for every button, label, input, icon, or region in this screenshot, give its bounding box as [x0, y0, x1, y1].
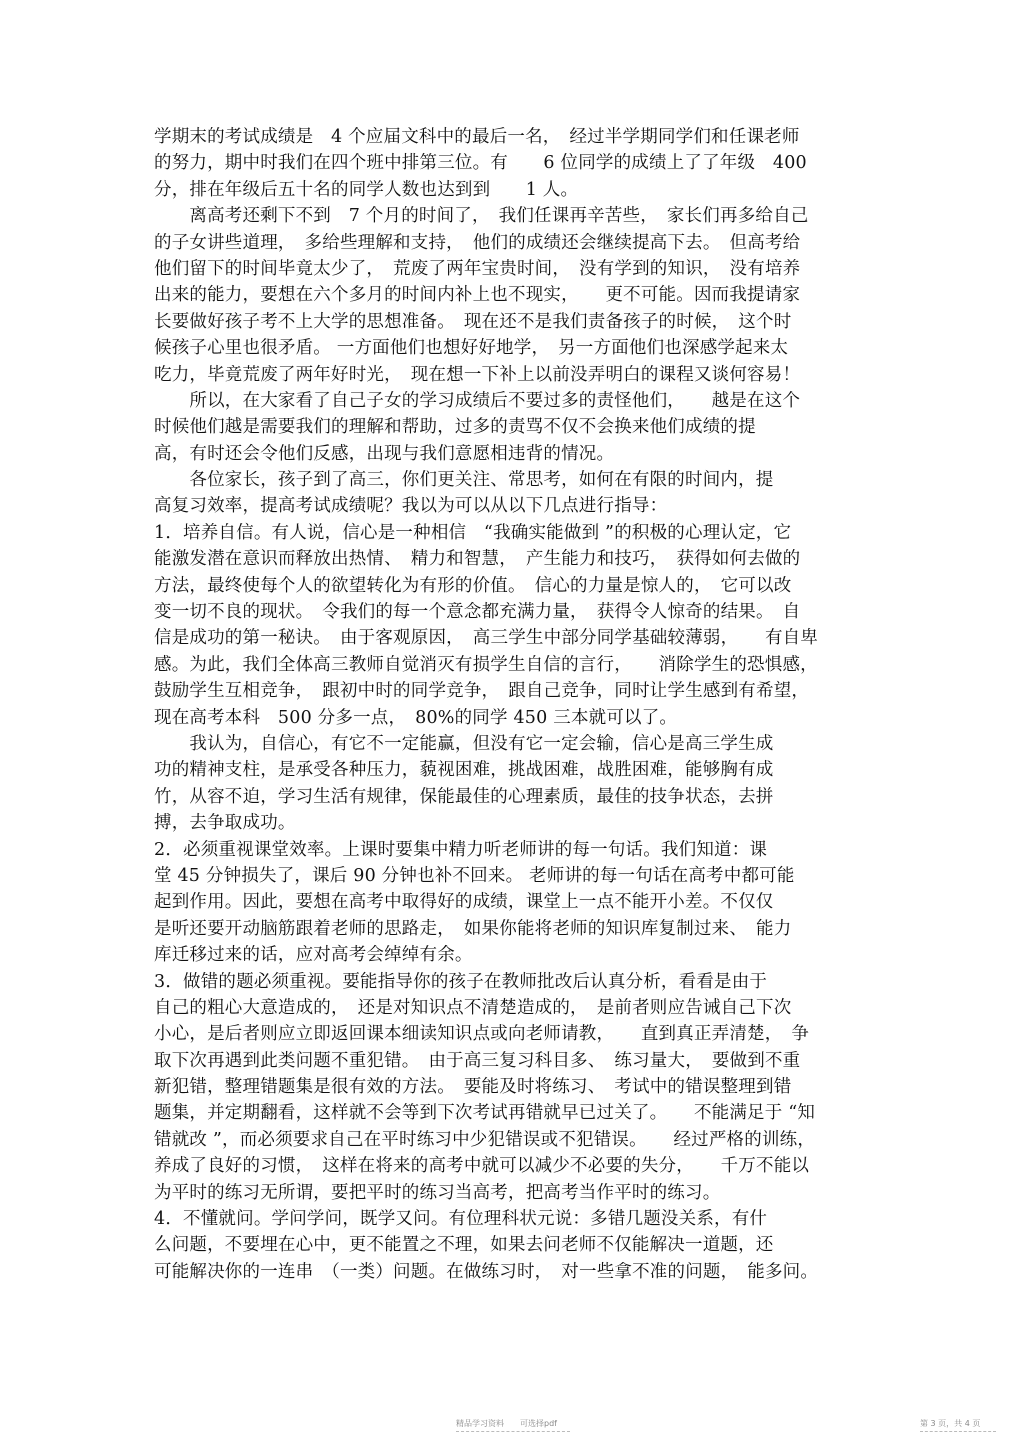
text-line: 各位家长，孩子到了高三，你们更关注、常思考，如何在有限的时间内，提 [154, 470, 774, 491]
text-line: 取下次再遇到此类问题不重犯错。 由于高三复习科目多、 练习量大， 要做到不重 [154, 1050, 801, 1071]
text-line: 离高考还剩下不到 7 个月的时间了， 我们任课再辛苦些， 家长们再多给自己 [154, 206, 809, 227]
text-line: 方法，最终使每个人的欲望转化为有形的价值。 信心的力量是惊人的， 它可以改 [154, 575, 792, 596]
text-line: 2．必须重视课堂效率。上课时要集中精力听老师讲的每一句话。我们知道：课 [154, 839, 768, 860]
text-line: 搏，去争取成功。 [154, 813, 296, 834]
text-line: 我认为，自信心，有它不一定能赢，但没有它一定会输，信心是高三学生成 [154, 733, 774, 754]
text-line: 堂 45 分钟损失了，课后 90 分钟也补不回来。 老师讲的每一句话在高考中都可能 [154, 865, 795, 886]
text-line: 学期末的考试成绩是 4 个应届文科中的最后一名， 经过半学期同学们和任课老师 [154, 127, 800, 147]
text-line: 养成了良好的习惯， 这样在将来的高考中就可以减少不必要的失分， 千万不能以 [154, 1156, 810, 1177]
text-line: 感。为此，我们全体高三教师自觉消灭有损学生自信的言行， 消除学生的恐惧感， [154, 654, 818, 675]
text-line: 鼓励学生互相竞争， 跟初中时的同学竞争， 跟自己竞争，同时让学生感到有希望， [154, 681, 810, 702]
text-line: 高复习效率，提高考试成绩呢？我以为可以从以下几点进行指导： [154, 496, 668, 517]
text-line: 起到作用。因此，要想在高考中取得好的成绩，课堂上一点不能开小差。不仅仅 [154, 892, 774, 913]
page-number: 第 3 页，共 4 页 [920, 1419, 981, 1428]
text-line: 自己的粗心大意造成的， 还是对知识点不清楚造成的， 是前者则应告诫自己下次 [154, 997, 792, 1018]
footer-divider [456, 1431, 570, 1432]
text-line: 现在高考本科 500 分多一点， 80%的同学 450 三本就可以了。 [154, 707, 678, 728]
text-line: 他们留下的时间毕竟太少了， 荒废了两年宝贵时间， 没有学到的知识， 没有培养 [154, 258, 801, 279]
text-line: 么问题，不要埋在心中，更不能置之不理，如果去问老师不仅能解决一道题，还 [154, 1235, 774, 1256]
footer-divider [920, 1431, 996, 1432]
text-line: 可能解决你的一连串 （一类）问题。在做练习时， 对一些拿不准的问题， 能多问。 [154, 1261, 819, 1282]
text-line: 功的精神支柱，是承受各种压力，藐视困难，挑战困难，战胜困难，能够胸有成 [154, 760, 774, 781]
text-line: 变一切不良的现状。 令我们的每一个意念都充满力量， 获得令人惊奇的结果。 自 [154, 602, 801, 623]
text-line: 长要做好孩子考不上大学的思想准备。 现在还不是我们责备孩子的时候， 这个时 [154, 311, 792, 332]
text-line: 4．不懂就问。学问学问，既学又问。有位理科状元说：多错几题没关系，有什 [154, 1209, 768, 1230]
text-line: 竹，从容不迫，学习生活有规律，保能最佳的心理素质，最佳的技争状态，去拼 [154, 786, 774, 807]
text-line: 时候他们越是需要我们的理解和帮助，过多的责骂不仅不会换来他们成绩的提 [154, 417, 756, 438]
footer-source-label: 精品学习资料 可选择pdf [456, 1419, 557, 1428]
text-line: 吃力，毕竟荒废了两年好时光， 现在想一下补上以前没弄明白的课程又谈何容易！ [154, 364, 801, 385]
text-line: 信是成功的第一秘诀。 由于客观原因， 高三学生中部分同学基础较薄弱， 有自卑 [154, 628, 819, 649]
text-line: 的子女讲些道理， 多给些理解和支持， 他们的成绩还会继续提高下去。 但高考给 [154, 232, 801, 253]
text-line: 3．做错的题必须重视。要能指导你的孩子在教师批改后认真分析，看看是由于 [154, 971, 768, 992]
text-line: 的努力，期中时我们在四个班中排第三位。有 6 位同学的成绩上了了年级 400 [154, 153, 807, 174]
text-line: 是听还要开动脑筋跟着老师的思路走， 如果你能将老师的知识库复制过来、 能力 [154, 918, 792, 939]
text-line: 小心，是后者则应立即返回课本细读知识点或向老师请教， 直到真正弄清楚， 争 [154, 1024, 810, 1045]
text-line: 新犯错，整理错题集是很有效的方法。 要能及时将练习、 考试中的错误整理到错 [154, 1077, 792, 1098]
text-line: 分，排在年级后五十名的同学人数也达到到 1 人。 [154, 179, 579, 200]
text-line: 题集，并定期翻看，这样就不会等到下次考试再错就早已过关了。 不能满足于 “知 [154, 1103, 816, 1124]
text-line: 库迁移过来的话，应对高考会绰绰有余。 [154, 945, 473, 966]
text-line: 能激发潜在意识而释放出热情、 精力和智慧， 产生能力和技巧， 获得如何去做的 [154, 549, 801, 570]
text-line: 高，有时还会令他们反感，出现与我们意愿相违背的情况。 [154, 443, 615, 464]
text-line: 为平时的练习无所谓，要把平时的练习当高考，把高考当作平时的练习。 [154, 1182, 721, 1203]
text-line: 所以，在大家看了自己子女的学习成绩后不要过多的责怪他们， 越是在这个 [154, 390, 801, 411]
text-line: 出来的能力，要想在六个多月的时间内补上也不现实， 更不可能。因而我提请家 [154, 285, 801, 306]
body-text [154, 124, 866, 1285]
text-line: 错就改 ”，而必须要求自己在平时练习中少犯错误或不犯错误。 经过严格的训练， [154, 1129, 816, 1150]
text-line: 候孩子心里也很矛盾。 一方面他们也想好好地学， 另一方面他们也深感学起来太 [154, 338, 789, 359]
text-line: 1．培养自信。有人说，信心是一种相信 “我确实能做到 ”的积极的心理认定，它 [154, 522, 792, 543]
